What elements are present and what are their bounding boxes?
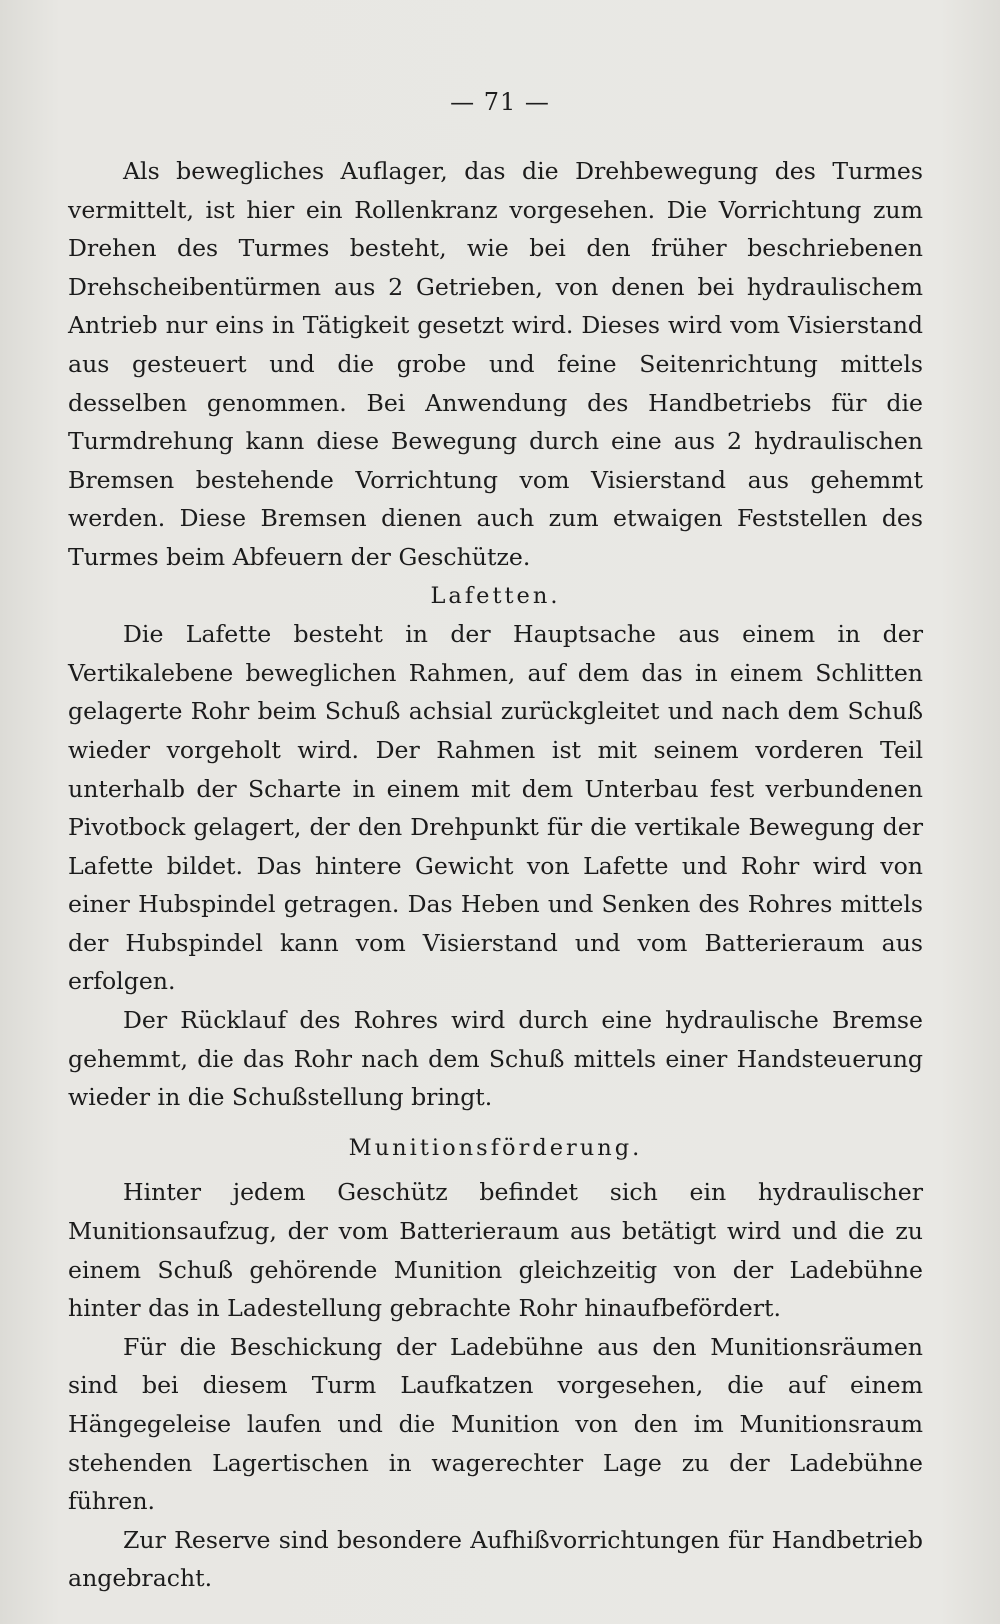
- section-heading-munition: Munitionsförderung.: [348, 1134, 643, 1161]
- body-text: [68, 152, 923, 1598]
- page-number: — 71 —: [450, 88, 550, 116]
- paragraph: Für die Beschickung der Ladebühne aus den Munitionsräumen sind bei diesem Turm Laufkatzen vorgesehen, die auf einem Hängegeleise laufen und die Munition von den im Munitionsraum stehenden Lagertischen in wagerechter Lage zu der Ladebühne führen.: [68, 1332, 923, 1516]
- section-heading-lafetten: Lafetten.: [430, 582, 561, 609]
- paragraph: Der Rücklauf des Rohres wird durch eine hydraulische Bremse gehemmt, die das Rohr nach dem Schuß mittels einer Handsteuerung wieder in die Schußstellung bringt.: [68, 1006, 923, 1112]
- paragraph: Hinter jedem Geschütz befindet sich ein hydraulischer Munitionsaufzug, der vom Batterieraum aus betätigt wird und die zu einem Schuß gehörende Munition gleichzeitig von der Ladebühne hinter das in Ladestellung gebrachte Rohr hinaufbefördert.: [68, 1178, 923, 1323]
- paragraph: Zur Reserve sind besondere Aufhißvorrichtungen für Handbetrieb angebracht.: [68, 1525, 923, 1593]
- paragraph: Die Lafette besteht in der Hauptsache aus einem in der Vertikalebene beweglichen Rahmen, auf dem das in einem Schlitten gelagerte Rohr beim Schuß achsial zurückgleitet und nach dem Schuß wieder vorgeholt wird. Der Rahmen ist mit seinem vorderen Teil unterhalb der Scharte in einem mit dem Unterbau fest verbundenen Pivotbock gelagert, der den Drehpunkt für die vertikale Bewegung der Lafette bildet. Das hintere Gewicht von Lafette und Rohr wird von einer Hubspindel getragen. Das Heben und Senken des Rohres mittels der Hubspindel kann vom Visierstand und vom Batterieraum aus erfolgen.: [68, 620, 923, 996]
- paragraph: Als bewegliches Auflager, das die Drehbewegung des Turmes vermittelt, ist hier ein Rollenkranz vorgesehen. Die Vorrichtung zum Drehen des Turmes besteht, wie bei den früher beschriebenen Drehscheibentürmen aus 2 Getrieben, von denen bei hydraulischem Antrieb nur eins in Tätigkeit gesetzt wird. Dieses wird vom Visierstand aus gesteuert und die grobe und feine Seitenrichtung mittels desselben genommen. Bei Anwendung des Handbetriebs für die Turmdrehung kann diese Bewegung durch eine aus 2 hydraulischen Bremsen bestehende Vorrichtung vom Visierstand aus gehemmt werden. Diese Bremsen dienen auch zum etwaigen Feststellen des Turmes beim Abfeuern der Geschütze.: [68, 157, 923, 571]
